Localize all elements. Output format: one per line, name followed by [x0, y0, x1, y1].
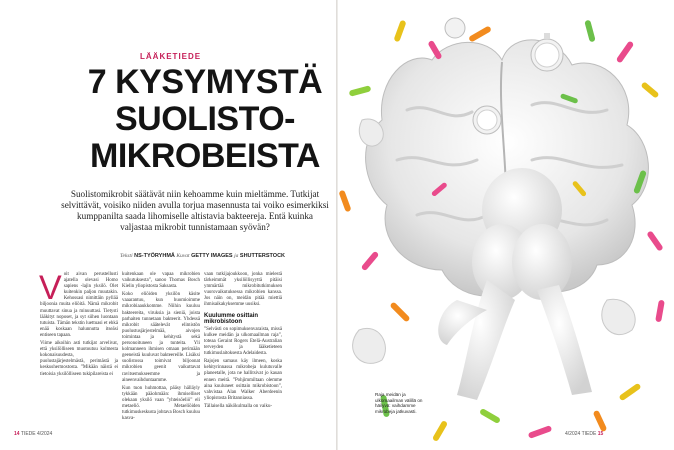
body-column-3: [204, 272, 282, 412]
body-paragraph: oit aivan perustellusti ajatella olevasi Homo sapiens -lajin yksilö. Olet kuitenkin paljon muutakin. Kehossasi nimittäin pyllää biljoonia muita eliöitä. Nämä mikrobit muuttavat sinua ja minuuttasi. Tietysti lääkityt noposet, ja syt siihen luontaan tutuista. Tämän tekstin luettuasi et ehkä enää koskaan halunnutta itseäsi entiseen tapaan.: [40, 272, 118, 338]
credits-image-label: Kuvat: [176, 253, 190, 259]
body-paragraph: Tällaisella näkökulmalla on vaiku-: [204, 403, 273, 409]
body-paragraph: kuitenkaan ole vapaa mikrobien vaikutuksesta”, sanoo Thomas Bosch Kielin yliopistosta Saksasta.: [122, 272, 200, 290]
body-column-1: [39, 269, 118, 380]
headline-line-1: 7 KYSYMYSTÄ: [87, 63, 323, 101]
page-spine: [336, 0, 338, 450]
magazine-name: TIEDE: [20, 431, 36, 437]
body-paragraph: Rajojen samaus käy ilmeen, koska kehityrinnassa mikrobeja kulutuvalle planeetalle, jota ne hallitsivat jo kauan ennen meitä. ”Pohjimmiltaan olemme aina kuuluneet osittain mikrobistoon”, vahvistaa Alan Walker Aberdeenin yliopistosta Britanniassa.: [204, 359, 282, 401]
headline: [70, 64, 337, 175]
body-paragraph: Kun tuon huhmottaa, pääsy hälläyly tykkään pääohmään: ihmiselliset olekaan yksilö vaan ”yhteisöeliö” eli metaeliö. Metaeliöiden tutkimuskeskusta johtava Bosch kuuluu kasva-: [122, 385, 200, 422]
page-number: 15: [597, 431, 604, 437]
body-paragraph: Koko eliöiden yksilön käsite vaaarantuu, kun huomioimme mikrobiaaukkomme. Niihin kuuluu bakteereita, viruksia ja sieniä, joista parhaiten tunnetaan bakteerit. Yhdessä mikrobit säätelevät elimistön puolustusjärjestelmää, aivojen toimintaa ja kehitystä sekä personoituneen ja tunteita. Yli kolmanneen ihmisen omaan perimään geeneistä kuuluvat bakteereille. Lisäksi suolistossa toimivat biljoonat mikrobien geenit vaikuttavat ravitsemukseemme ja aineenvaihduntaamme.: [122, 292, 200, 383]
body-paragraph: ”Selvästi on sopimuksenvaraista, missä kulkee meidän ja ulkomaailman raja”, toteaa Geraint Rogers Etelä-Australian terveyden ja lääketieteen tutkimuslaitoksesta Adelaidesta.: [204, 326, 282, 357]
folio-left: [14, 431, 52, 437]
credits-text-label: Teksti: [119, 253, 133, 259]
body-column-2: [122, 272, 200, 424]
right-page: [337, 0, 674, 450]
credits-agency-2: SHUTTERSTOCK: [239, 253, 286, 259]
credits-author: NS-TYÖRYHMÄ: [134, 253, 175, 259]
page-number: 14: [14, 431, 20, 437]
folio-right: [565, 431, 603, 437]
headline-line-3: MIKROBEISTA: [90, 137, 320, 175]
body-paragraph: Viime aikoihin asti tutkijat arvelivat, että yksilölliseen muotoutuu kolmesta kokonaisuudesta, puolustajärjestelmästä, perimästä ja keskushermostosta. ”Mikään näistä ei tietoisia yksilölliseen tukipilareista ei: [40, 341, 118, 377]
drop-cap: V: [39, 269, 62, 307]
credits-agency-1: GETTY IMAGES: [191, 253, 233, 259]
headline-line-2: SUOLISTO-: [115, 100, 295, 138]
lead-paragraph: Suolistomikrobit säätävät niin kehoamme kuin mieltämme. Tutkijat selvittävät, voisiko niiden avulla torjua masennusta tai voiko esimerkiksi kumppanilta saada lihomiselle altistavia bakteereja. Entä kuinka valjastaa mikrobit tunnistamaan syövän?: [61, 189, 329, 232]
credits-joiner: ja: [234, 253, 239, 259]
image-caption: Raja meidän ja ulkomaailman välillä on häilyvä: vaihdamme mikrobeja jatkuvasti.: [375, 392, 423, 414]
brain-illustration: [337, 0, 674, 450]
category-label: LÄÄKETIEDE: [140, 52, 202, 61]
body-paragraph: vaan tutkijajoukkoon, jonka mielestä tärkeimmät yksilöllisyyttä pitäisi ymmärtää mikrobitutkimuksen vuorovaikutuksessa mikrobien kanssa. Jos näin on, meidän pitää miettiä ihmisaikakyksemme uusiksi.: [204, 272, 282, 308]
subheading: Kuulumme osittain mikrobistoon: [204, 312, 259, 325]
credits-line: [70, 253, 335, 259]
issue-number: 4/2024: [37, 431, 53, 437]
issue-number: 4/2024: [565, 431, 581, 437]
magazine-name: TIEDE: [581, 431, 597, 437]
